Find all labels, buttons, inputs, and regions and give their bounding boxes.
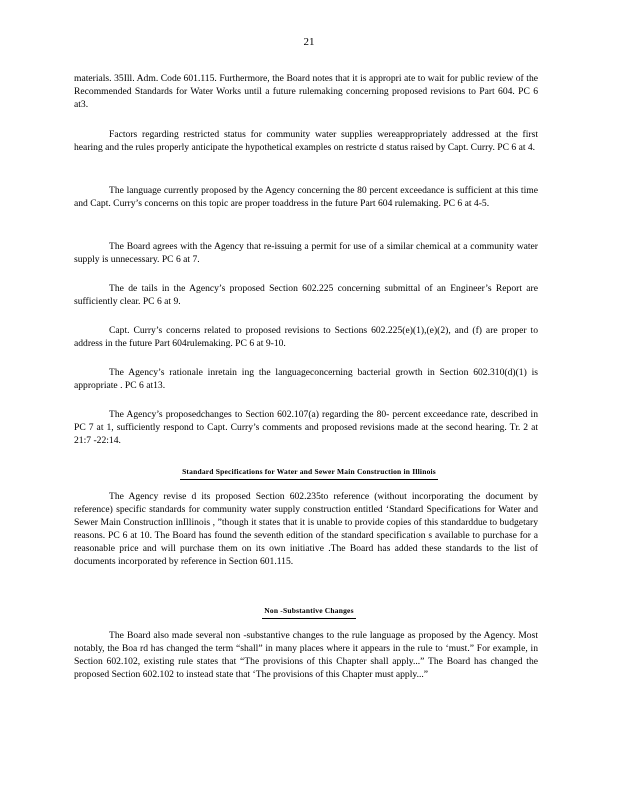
paragraph-section-2: The Board also made several non -substantive changes to the rule language as proposed by the Agency. Most notably, the Boa rd has changed the term “shall” in many places where it appears in the rule to ‘must.” For example, in Section 602.102, existing rule states that “The provisions of this Chapter shall apply...” The Board has changed the proposed Section 602.102 to instead state that ‘The provisions of this Chapter must apply...” xyxy=(74,630,538,680)
paragraph-3: The language currently proposed by the Agency concerning the 80 percent exceedance is sufficient at this time and Capt. Curry’s concerns on this topic are proper toaddress in the future Part 604 rulemaking. PC 6 at 4-5. xyxy=(74,185,538,209)
paragraph-5: The de tails in the Agency’s proposed Section 602.225 concerning submittal of an Engineer’s Report are sufficiently clear. PC 6 at 9. xyxy=(74,283,538,307)
paragraph-6: Capt. Curry’s concerns related to proposed revisions to Sections 602.225(e)(1),(e)(2), and (f) are proper to address in the future Part 604rulemaking. PC 6 at 9-10. xyxy=(74,325,538,349)
page-number: 21 xyxy=(303,36,315,48)
paragraph-7: The Agency’s rationale inretain ing the languageconcerning bacterial growth in Section 602.310(d)(1) is appropriate . PC 6 at13. xyxy=(74,367,538,391)
section-heading-1-text: Standard Specifications for Water and Sewer Main Construction in Illinois xyxy=(180,465,438,480)
paragraph-8: The Agency’s proposedchanges to Section 602.107(a) regarding the 80- percent exceedance rate, described in PC 7 at 1, sufficiently respond to Capt. Curry’s comments and proposed revisions made at the second hearing. Tr. 2 at 21:7 -22:14. xyxy=(74,409,538,446)
section-heading-2-text: Non -Substantive Changes xyxy=(262,604,355,619)
paragraph-4: The Board agrees with the Agency that re-issuing a permit for use of a similar chemical at a community water supply is unnecessary. PC 6 at 7. xyxy=(74,241,538,265)
paragraph-section-1: The Agency revise d its proposed Section 602.235to reference (without incorporating the document by reference) specific standards for community water supply construction entitled ‘Standard Specifications for Water and Sewer Main Construction inIllinois , ”though it states that it is unable to provide copies of this standarddue to budgetary reasons. PC 6 at 10. The Board has found the seventh edition of the standard specification s available to purchase for a reasonable price and will purchase them on its own initiative .The Board has added these standards to the list of documents incorporated by reference in Section 601.115. xyxy=(74,491,538,567)
section-heading-non-substantive xyxy=(0,604,618,619)
paragraph-1: materials. 35Ill. Adm. Code 601.115. Furthermore, the Board notes that it is appropri ate to wait for public review of the Recommended Standards for Water Works until a future rulemaking concerning proposed revisions to Part 604. PC 6 at3. xyxy=(74,73,538,110)
section-heading-standard-specifications xyxy=(0,465,618,480)
paragraph-2: Factors regarding restricted status for community water supplies wereappropriately addressed at the first hearing and the rules properly anticipate the hypothetical examples on restricte d status raised by Capt. Curry. PC 6 at 4. xyxy=(74,129,538,153)
